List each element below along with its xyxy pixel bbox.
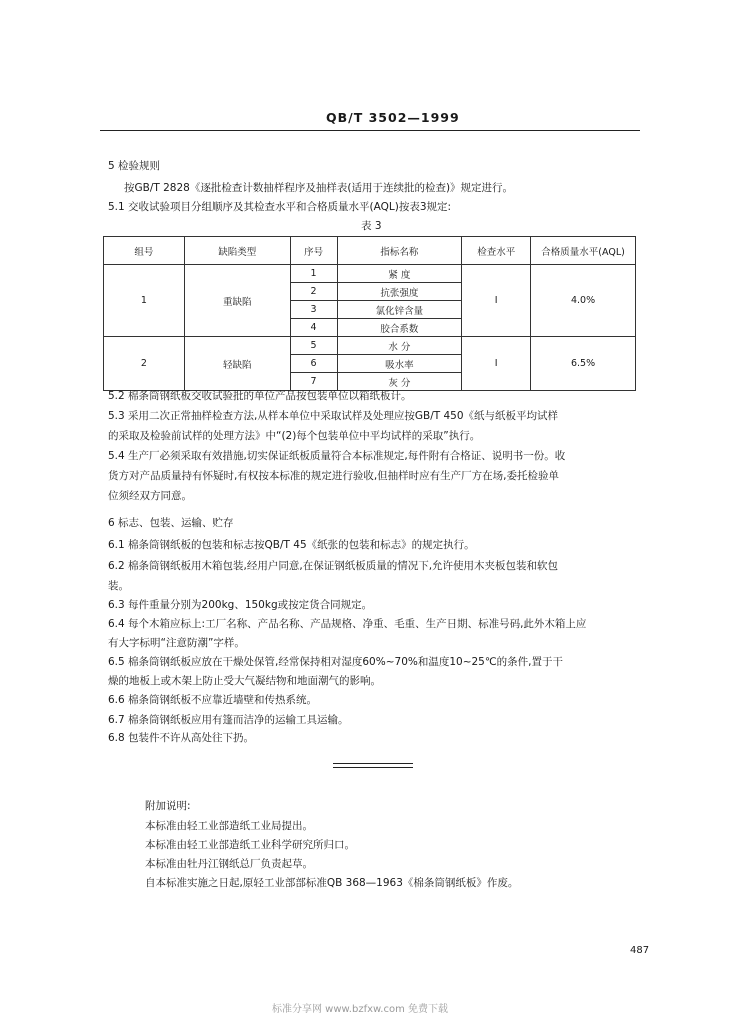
section-6-title: 6 标志、包装、运输、贮存 <box>108 517 234 529</box>
header-defect-type: 缺陷类型 <box>184 237 290 265</box>
aql-cell: 4.0% <box>531 265 636 337</box>
notes-line: 本标准由牡丹江钢纸总厂负责起草。 <box>145 858 313 870</box>
item-no-cell: 7 <box>290 373 337 391</box>
table-row <box>104 337 636 355</box>
notes-line: 本标准由轻工业部造纸工业科学研究所归口。 <box>145 839 355 851</box>
group-cell: 2 <box>104 337 185 391</box>
header-rule <box>100 130 640 131</box>
table-row <box>104 265 636 283</box>
aql-cell: 6.5% <box>531 337 636 391</box>
level-cell: I <box>462 337 531 391</box>
clause-6-1: 6.1 棉条筒钢纸板的包装和标志按QB/T 45《纸张的包装和标志》的规定执行。 <box>108 539 475 551</box>
table-title: 表 3 <box>361 220 382 232</box>
defect-type-cell: 轻缺陷 <box>184 337 290 391</box>
watermark-footer: 标准分享网 www.bzfxw.com 免费下载 <box>272 1004 448 1015</box>
clause-6-4-cont: 有大字标明“注意防潮”字样。 <box>108 637 245 649</box>
item-no-cell: 1 <box>290 265 337 283</box>
indicator-cell: 抗张强度 <box>337 283 462 301</box>
clause-5-2: 5.2 棉条筒钢纸板交收试验批的单位产品按包装单位以箱纸板计。 <box>108 390 412 402</box>
item-no-cell: 2 <box>290 283 337 301</box>
clause-5-4-cont: 位须经双方同意。 <box>108 490 192 502</box>
clause-6-6: 6.6 棉条筒钢纸板不应靠近墙壁和传热系统。 <box>108 694 318 706</box>
clause-6-7: 6.7 棉条筒钢纸板应用有篷而洁净的运输工具运输。 <box>108 714 349 726</box>
end-rule <box>333 763 413 764</box>
clause-5-4: 5.4 生产厂必须采取有效措施,切实保证纸板质量符合本标准规定,每件附有合格证、说明书一份。收 <box>108 450 566 462</box>
notes-title: 附加说明: <box>145 800 191 812</box>
item-no-cell: 5 <box>290 337 337 355</box>
clause-6-3: 6.3 每件重量分别为200kg、150kg或按定货合同规定。 <box>108 599 373 611</box>
clause-5-3: 5.3 采用二次正常抽样检查方法,从样本单位中采取试样及处理应按GB/T 450《纸与纸板平均试样 <box>108 410 559 422</box>
defect-type-cell: 重缺陷 <box>184 265 290 337</box>
indicator-cell: 紧 度 <box>337 265 462 283</box>
group-cell: 1 <box>104 265 185 337</box>
item-no-cell: 3 <box>290 301 337 319</box>
clause-5-4-cont: 货方对产品质量持有怀疑时,有权按本标准的规定进行验收,但抽样时应有生产厂方在场,委托检验单 <box>108 470 560 482</box>
header-aql: 合格质量水平(AQL) <box>531 237 636 265</box>
table-3 <box>103 236 636 391</box>
header-item-no: 序号 <box>290 237 337 265</box>
indicator-cell: 胶合系数 <box>337 319 462 337</box>
header-indicator-name: 指标名称 <box>337 237 462 265</box>
clause-5-3-cont: 的采取及检验前试样的处理方法》中“(2)每个包装单位中平均试样的采取”执行。 <box>108 430 481 442</box>
end-rule <box>333 767 413 768</box>
indicator-cell: 吸水率 <box>337 355 462 373</box>
header-group-no: 组号 <box>104 237 185 265</box>
clause-6-5: 6.5 棉条筒钢纸板应放在干燥处保管,经常保持相对湿度60%~70%和温度10~25℃的条件,置于干 <box>108 656 563 668</box>
indicator-cell: 水 分 <box>337 337 462 355</box>
clause-5-1: 5.1 交收试验项目分组顺序及其检查水平和合格质量水平(AQL)按表3规定: <box>108 201 452 213</box>
section-5-intro: 按GB/T 2828《逐批检查计数抽样程序及抽样表(适用于连续批的检查)》规定进行。 <box>124 182 514 194</box>
table-header-row <box>104 237 636 265</box>
header-inspection-level: 检查水平 <box>462 237 531 265</box>
document-header: QB/T 3502—1999 <box>326 110 460 125</box>
page-number: 487 <box>630 945 650 956</box>
section-5-title: 5 检验规则 <box>108 160 161 172</box>
notes-line: 本标准由轻工业部造纸工业局提出。 <box>145 820 313 832</box>
item-no-cell: 4 <box>290 319 337 337</box>
clause-6-4: 6.4 每个木箱应标上:工厂名称、产品名称、产品规格、净重、毛重、生产日期、标准号码,此外木箱上应 <box>108 618 587 630</box>
item-no-cell: 6 <box>290 355 337 373</box>
clause-6-2-cont: 装。 <box>108 580 129 592</box>
level-cell: I <box>462 265 531 337</box>
indicator-cell: 灰 分 <box>337 373 462 391</box>
clause-6-5-cont: 燥的地板上或木架上防止受大气凝结物和地面潮气的影响。 <box>108 675 381 687</box>
indicator-cell: 氯化锌含量 <box>337 301 462 319</box>
clause-6-2: 6.2 棉条筒钢纸板用木箱包装,经用户同意,在保证钢纸板质量的情况下,允许使用木夹板包装和软包 <box>108 560 559 572</box>
clause-6-8: 6.8 包装件不许从高处往下扔。 <box>108 732 255 744</box>
notes-line: 自本标准实施之日起,原轻工业部部标准QB 368—1963《棉条筒钢纸板》作废。 <box>145 877 519 889</box>
